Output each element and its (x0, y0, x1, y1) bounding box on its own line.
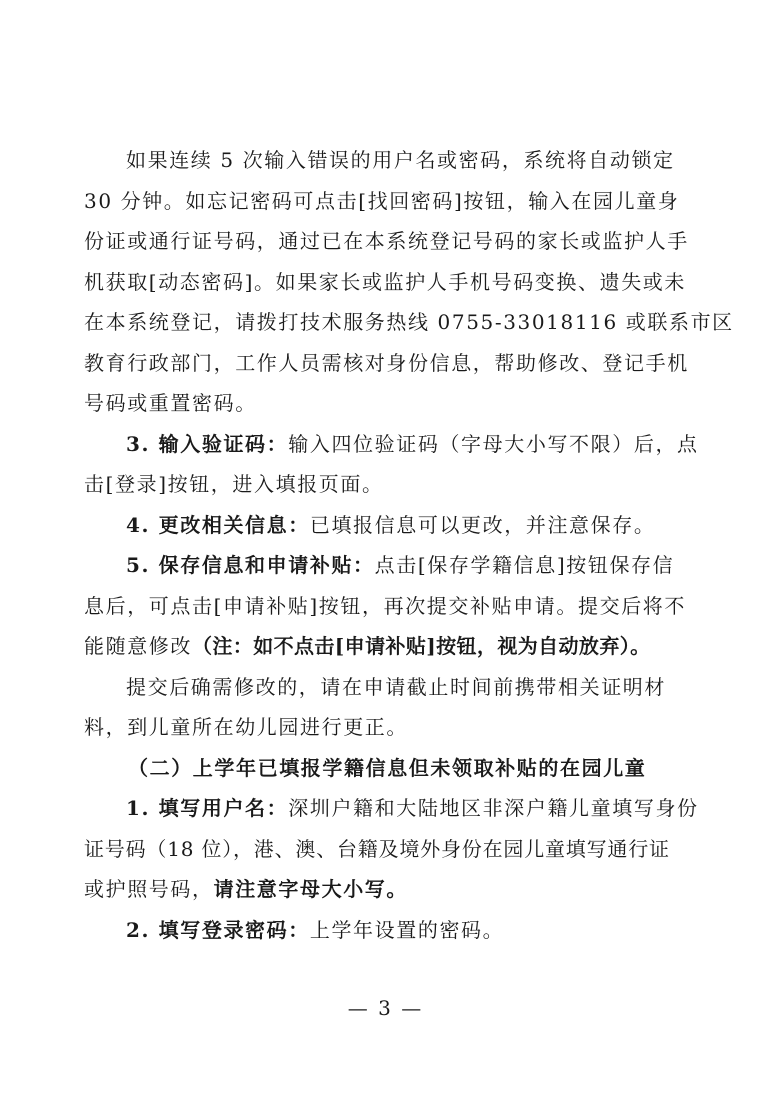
step-5-line (84, 545, 684, 586)
page-number: — 3 — (347, 996, 424, 1020)
section-heading: （二）上学年已填报学籍信息但未领取补贴的在园儿童 (128, 755, 647, 780)
paragraph-line: 号码或重置密码。 (84, 391, 257, 415)
step-3-line (84, 424, 699, 465)
paragraph-line: 份证或通行证号码，通过已在本系统登记号码的家长或监护人手 (84, 229, 689, 253)
s2-step-1-line (84, 788, 699, 829)
paragraph-line: 击[登录]按钮，进入填报页面。 (84, 472, 384, 496)
paragraph-line: 教育行政部门，工作人员需核对身份信息，帮助修改、登记手机 (84, 350, 689, 375)
step-5-note-text: 能随意修改 (84, 634, 192, 658)
paragraph-line: 息后，可点击[申请补贴]按钮，再次提交补贴申请。提交后将不 (84, 593, 687, 618)
s2-step-1-note-bold: 请注意字母大小写。 (213, 877, 409, 901)
paragraph-line: 在本系统登记，请拨打技术服务热线 0755-33018116 或联系市区 (84, 310, 734, 334)
step-3-text: 输入四位验证码（字母大小写不限）后，点 (288, 431, 699, 456)
s2-step-1-title: 1. 填写用户名： (126, 796, 289, 820)
paragraph-line: 如果连续 5 次输入错误的用户名或密码，系统将自动锁定 (126, 148, 675, 172)
s2-step-1-text: 深圳户籍和大陆地区非深户籍儿童填写身份 (288, 796, 699, 820)
step-4-text: 已填报信息可以更改，并注意保存。 (309, 512, 656, 537)
body-text (84, 140, 734, 950)
s2-step-1-note-text: 或护照号码， (84, 877, 214, 901)
s2-step-2-title: 2. 填写登录密码： (126, 917, 310, 942)
paragraph-line: 提交后确需修改的，请在申请截止时间前携带相关证明材 (126, 674, 666, 699)
s2-step-2-text: 上学年设置的密码。 (309, 917, 505, 942)
paragraph-line: 证号码（18 位），港、澳、台籍及境外身份在园儿童填写通行证 (84, 836, 670, 861)
paragraph-line: 料，到儿童所在幼儿园进行更正。 (84, 715, 408, 739)
s2-step-1-note-line (84, 869, 684, 910)
step-3-title: 3. 输入验证码： (126, 431, 289, 456)
step-5-note-bold: （注：如不点击[申请补贴]按钮，视为自动放弃）。 (192, 634, 651, 658)
step-5-note-line (84, 626, 684, 667)
step-4-title: 4. 更改相关信息： (126, 512, 310, 537)
paragraph-line: 机获取[动态密码]。如果家长或监护人手机号码变换、遗失或未 (84, 269, 687, 294)
s2-step-2-line (84, 910, 684, 951)
step-5-text: 点击[保存学籍信息]按钮保存信 (374, 553, 675, 577)
paragraph-line: 30 分钟。如忘记密码可点击[找回密码]按钮，输入在园儿童身 (84, 188, 680, 213)
step-5-title: 5. 保存信息和申请补贴： (126, 553, 375, 577)
step-4-line (84, 505, 684, 546)
